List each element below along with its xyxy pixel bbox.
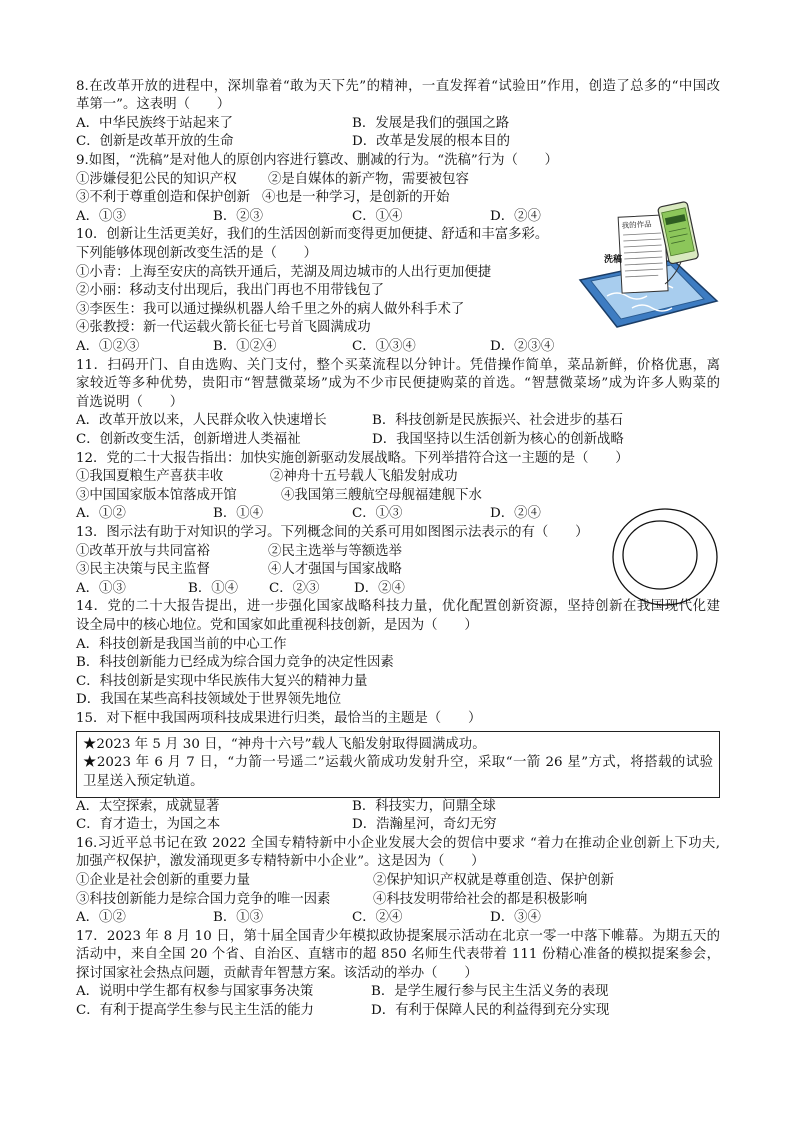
question-12-items-row: [76, 487, 720, 506]
option-a: A．太空探索，成就显著: [76, 798, 220, 814]
option-a: A．科技创新是我国当前的中心工作: [76, 636, 287, 652]
inner-ellipse: [623, 521, 697, 589]
question-8-options-row: [76, 115, 720, 134]
question-11-stem-line: 首选说明（ ）: [76, 394, 184, 410]
statement-1: ①企业是社会创新的重要力量: [76, 872, 251, 888]
question-10-options-row: [76, 338, 720, 357]
material-line: ★2023 年 6 月 7 日，“力箭一号遥二”运载火箭成功发射升空，采取“一箭 26 星”方式，将搭载的试验: [83, 755, 713, 771]
statement-3: ③不利于尊重创造和保护创新: [76, 190, 251, 206]
question-10-stem-line: 10．创新让生活更美好，我们的生活因创新而变得更加便捷、舒适和丰富多彩。: [76, 227, 549, 243]
option-c: C．育才造士，为国之本: [76, 817, 221, 833]
option-a: A．①②: [76, 910, 126, 926]
statement-1: ①改革开放与共同富裕: [76, 543, 210, 559]
paper-title: 我的作品: [621, 219, 652, 231]
statement-2: ②神舟十五号载人飞船发射成功: [270, 469, 458, 485]
question-12-items-row: [76, 468, 720, 487]
nested-ellipse-diagram: [610, 506, 720, 608]
outer-ellipse: [613, 509, 717, 605]
option-b: B．科技实力，问鼎全球: [352, 798, 496, 814]
question-16-stem-line: 16.习近平总书记在致 2022 全国专精特新中小企业发展大会的贺信中要求 “着力在推动企业创新上下功夫,: [76, 835, 720, 851]
option-c: C．科技创新是实现中华民族伟大复兴的精神力量: [76, 673, 368, 689]
material-line: ★2023 年 5 月 30 日，“神舟十六号”载人飞船发射取得圆满成功。: [83, 736, 486, 752]
statement-3: ③中国国家版本馆落成开馆: [76, 487, 237, 503]
option-b: B．①④: [213, 506, 264, 522]
option-b: B．①③: [213, 910, 264, 926]
option-b: B．科技创新能力已经成为综合国力竞争的决定性因素: [76, 655, 394, 671]
question-15-options-row: [76, 816, 720, 835]
option-a: A．改革开放以来，人民群众收入快速增长: [76, 413, 327, 429]
option-a: A．①②③: [76, 339, 140, 354]
statement-2: ②民主选举与等额选举: [268, 543, 402, 559]
question-9-stem-line: 9.如图，“洗稿”是对他人的原创内容进行篡改、删减的行为。“洗稿”行为（ ）: [76, 153, 559, 169]
question-17-stem-line: 探讨国家社会热点问题，贡献青年智慧方案。该活动的举办（ ）: [76, 965, 478, 981]
question-16-options-row: [76, 909, 720, 928]
option-d: D．我国在某些高科技领域处于世界领先地位: [76, 692, 342, 708]
option-a: A．说明中学生都有权参与国家事务决策: [76, 984, 314, 1000]
option-d: D．②③④: [490, 339, 555, 354]
option-b: B．①④: [188, 580, 239, 596]
question-8-options-row: [76, 133, 720, 152]
option-c: C．有利于提高学生参与民主生活的能力: [76, 1003, 314, 1019]
xigao-cartoon: [577, 200, 719, 328]
question-14-stem-line: 14．党的二十大报告提出，进一步强化国家战略科技力量，优化配置创新资源，坚持创新在我国现代化建: [76, 599, 720, 615]
xigao-label: 洗稿: [604, 255, 623, 265]
question-10-stem-line: 下列能够体现创新改变生活的是（ ）: [76, 246, 318, 262]
question-15-material-box: [76, 731, 720, 798]
option-b: B．②③: [213, 208, 264, 224]
statement-1: ①小青：上海至安庆的高铁开通后，芜湖及周边城市的人出行更加便捷: [76, 264, 492, 280]
question-12-stem-line: 12．党的二十大报告指出：加快实施创新驱动发展战略。下列举措符合这一主题的是（ ）: [76, 450, 629, 466]
option-a: A．①②: [76, 506, 126, 522]
option-a: A．①③: [76, 208, 126, 224]
option-d: D．我国坚持以生活创新为核心的创新战略: [372, 431, 624, 447]
question-8-stem-line: 革第一”。这表明（ ）: [76, 97, 231, 113]
statement-3: ③民主决策与民主监督: [76, 562, 210, 578]
question-11-stem-line: 11．扫码开门、自由选购、关门支付，整个买菜流程以分钟计。凭借操作简单，菜品新鲜，价格优惠，离: [76, 357, 720, 373]
option-c: C．①③④: [352, 339, 416, 354]
question-13-stem-line: 13．图示法有助于对知识的学习。下列概念间的关系可用如图图示法表示的有（ ）: [76, 524, 589, 540]
option-c: C．①③: [352, 506, 403, 522]
question-17-options-row: [76, 1002, 720, 1021]
option-c: C．创新改变生活，创新增进人类福祉: [76, 431, 301, 447]
option-d: D．有利于保障人民的利益得到充分实现: [371, 1003, 610, 1019]
question-17-stem-line: 17．2023 年 8 月 10 日，第十届全国青少年模拟政协提案展示活动在北京一零一中落下帷幕。为期五天的: [76, 928, 720, 944]
question-16-items-row: [76, 891, 720, 910]
statement-2: ②保护知识产权就是尊重创造、保护创新: [373, 872, 615, 888]
statement-3: ③李医生：我可以通过操纵机器人给千里之外的病人做外科手术了: [76, 301, 465, 317]
material-line: 卫星送入预定轨道。: [83, 773, 204, 789]
question-16-items-row: [76, 872, 720, 891]
option-b: B．科技创新是民族振兴、社会进步的基石: [372, 413, 623, 429]
option-d: D．改革是发展的根本目的: [352, 134, 511, 150]
option-d: D．②④: [490, 506, 541, 522]
question-17-stem-line: 活动中，来自全国 20 个省、自治区、直辖市的超 850 名师生代表带着 111 份精心准备的模拟提案参会，: [76, 947, 720, 963]
option-a: A．中华民族终于站起来了: [76, 115, 233, 131]
manuscript-paper: [618, 215, 668, 293]
option-c: C．创新是改革开放的生命: [76, 134, 234, 150]
statement-3: ③科技创新能力是综合国力竞争的唯一因素: [76, 891, 331, 907]
option-a: A．①③: [76, 580, 126, 596]
question-15-stem-line: 15．对下框中我国两项科技成果进行归类，最恰当的主题是（ ）: [76, 710, 482, 726]
question-17-options-row: [76, 983, 720, 1002]
option-c: C．②④: [352, 910, 403, 926]
question-16-stem-line: 加强产权保护，激发涌现更多专精特新中小企业”。这是因为（ ）: [76, 854, 485, 870]
question-9-items-row: [76, 171, 720, 190]
question-11-options-row: [76, 431, 720, 450]
statement-4: ④张教授：新一代运载火箭长征七号首飞圆满成功: [76, 320, 371, 336]
option-b: B．是学生履行参与民主生活义务的表现: [371, 984, 609, 1000]
statement-2: ②是自媒体的新产物，需要被包容: [268, 171, 469, 187]
statement-1: ①涉嫌侵犯公民的知识产权: [76, 171, 237, 187]
option-c: C．①④: [352, 208, 403, 224]
question-8-stem-line: 8.在改革开放的进程中，深圳靠着“敢为天下先”的精神，一直发挥着“试验田”作用，创造了总多的“中国改: [76, 78, 720, 94]
question-14-stem-line: 设全局中的核心地位。党和国家如此重视科技创新，是因为（ ）: [76, 617, 478, 633]
statement-4: ④我国第三艘航空母舰福建舰下水: [281, 487, 482, 503]
statement-1: ①我国夏粮生产喜获丰收: [76, 469, 224, 485]
option-d: D．浩瀚星河，奇幻无穷: [352, 817, 497, 833]
option-d: D．③④: [490, 910, 541, 926]
statement-4: ④科技发明带给社会的都是积极影响: [373, 891, 588, 907]
option-c: C．②③: [269, 580, 320, 596]
statement-4: ④人才强国与国家战略: [268, 562, 402, 578]
question-11-options-row: [76, 412, 720, 431]
question-11-stem-line: 家较近等多种优势，贵阳市“智慧微菜场”成为不少市民便捷购菜的首选。“智慧微菜场”成为许多人购菜的: [76, 376, 720, 392]
option-b: B．①②④: [213, 339, 277, 354]
statement-4: ④也是一种学习，是创新的开始: [262, 190, 450, 206]
question-15-options-row: [76, 798, 720, 817]
statement-2: ②小丽：移动支付出现后，我出门再也不用带钱包了: [76, 283, 384, 299]
option-d: D．②④: [354, 580, 405, 596]
option-d: D．②④: [490, 208, 541, 224]
option-b: B．发展是我们的强国之路: [352, 115, 510, 131]
